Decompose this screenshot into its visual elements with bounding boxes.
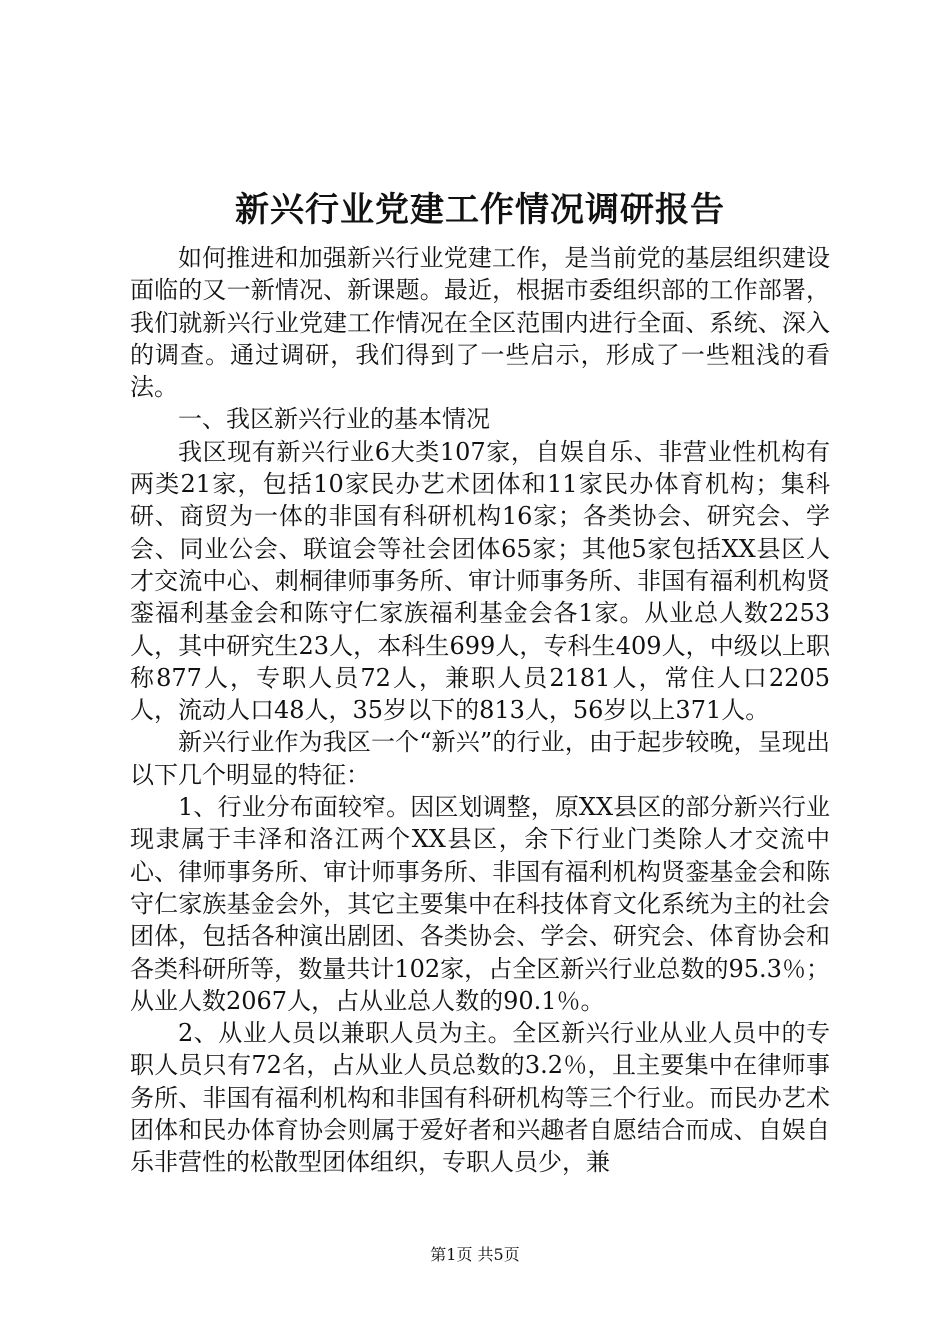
page-footer: 第1页 共5页 [430,1245,520,1264]
paragraph-features-intro: 新兴行业作为我区一个“新兴”的行业，由于起步较晚，呈现出以下几个明显的特征： [130,728,830,789]
document-page [130,184,830,1179]
paragraph-intro: 如何推进和加强新兴行业党建工作，是当前党的基层组织建设面临的又一新情况、新课题。最近，根据市委组织部的工作部署，我们就新兴行业党建工作情况在全区范围内进行全面、系统、深入的调查。通过调研，我们得到了一些启示，形成了一些粗浅的看法。 [130,244,830,402]
document-title: 新兴行业党建工作情况调研报告 [235,190,725,230]
paragraph-feature-1: 1、行业分布面较窄。因区划调整，原XX县区的部分新兴行业现隶属于丰泽和洛江两个XX县区，余下行业门类除人才交流中心、律师事务所、审计师事务所、非国有福利机构贤銮基金会和陈守仁家族基金会外，其它主要集中在科技体育文化系统为主的社会团体，包括各种演出剧团、各类协会、学会、研究会、体育协会和各类科研所等，数量共计102家，占全区新兴行业总数的95.3％；从业人数2067人，占从业总人数的90.1％。 [130,793,830,1015]
section-heading-1: 一、我区新兴行业的基本情况 [178,405,490,434]
paragraph-feature-2: 2、从业人员以兼职人员为主。全区新兴行业从业人员中的专职人员只有72名，占从业人员总数的3.2％，且主要集中在律师事务所、非国有福利机构和非国有科研机构等三个行业。而民办艺术团体和民办体育协会则属于爱好者和兴趣者自愿结合而成、自娱自乐非营性的松散型团体组织，专职人员少，兼 [130,1019,830,1177]
paragraph-basic-situation: 我区现有新兴行业6大类107家，自娱自乐、非营业性机构有两类21家，包括10家民办艺术团体和11家民办体育机构；集科研、商贸为一体的非国有科研机构16家；各类协会、研究会、学会、同业公会、联谊会等社会团体65家；其他5家包括XX县区人才交流中心、刺桐律师事务所、审计师事务所、非国有福利机构贤銮福利基金会和陈守仁家族福利基金会各1家。从业总人数2253人，其中研究生23人，本科生699人，专科生409人，中级以上职称877人，专职人员72人，兼职人员2181人，常住人口2205人，流动人口48人，35岁以下的813人，56岁以上371人。 [130,437,830,725]
